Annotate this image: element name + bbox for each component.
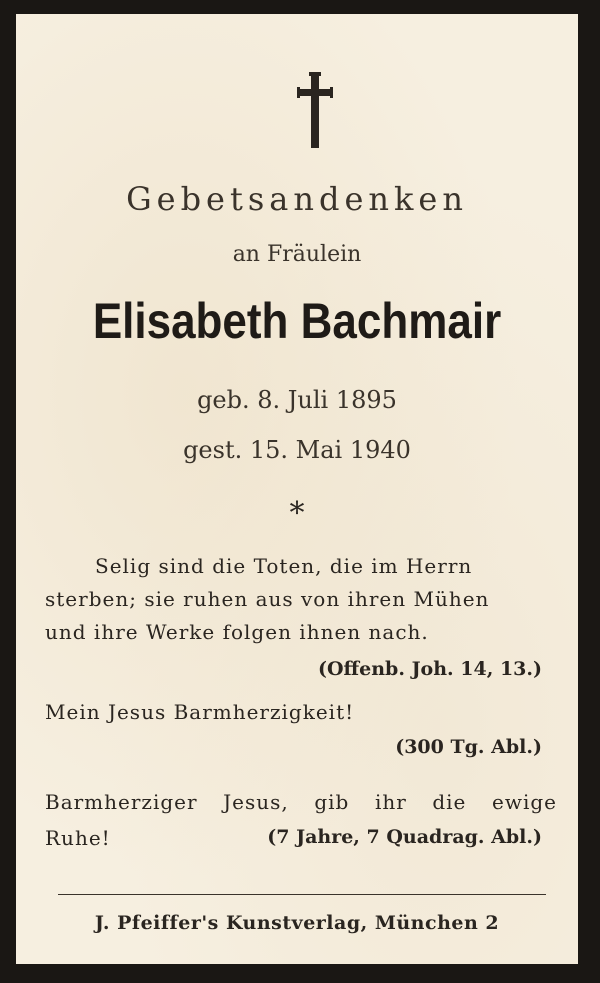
asterisk-divider: *	[289, 496, 305, 531]
bible-verse	[45, 550, 557, 649]
death-date: gest. 15. Mai 1940	[183, 436, 411, 464]
prayer-1-text: Mein Jesus Barmherzigkeit!	[45, 700, 355, 724]
card-subheading: an Fräulein	[232, 242, 362, 267]
prayer-2-line-1	[45, 790, 557, 814]
cross-icon	[297, 70, 333, 150]
prayer-1-indulgence: (300 Tg. Abl.)	[395, 736, 542, 758]
memorial-card	[16, 14, 578, 964]
prayer-2-word: Jesus,	[223, 790, 289, 814]
verse-line-2: sterben; sie ruhen aus von ihren Mühen	[45, 587, 490, 611]
prayer-2-word: ewige	[491, 790, 557, 814]
footer-divider	[58, 894, 546, 895]
birth-date: geb. 8. Juli 1895	[197, 386, 397, 414]
verse-reference: (Offenb. Joh. 14, 13.)	[318, 658, 542, 680]
prayer-2-word: die	[432, 790, 467, 814]
deceased-name: Elisabeth Bachmair	[92, 293, 502, 349]
prayer-2-line-2: Ruhe!	[45, 826, 111, 850]
prayer-2-indulgence: (7 Jahre, 7 Quadrag. Abl.)	[267, 826, 542, 848]
prayer-2-word: gib	[314, 790, 350, 814]
verse-line-3: und ihre Werke folgen ihnen nach.	[45, 620, 429, 644]
publisher-imprint: J. Pfeiffer's Kunstverlag, München 2	[94, 912, 500, 934]
prayer-2-word: Barmherziger	[45, 790, 198, 814]
prayer-2-word: ihr	[374, 790, 407, 814]
verse-line-1: Selig sind die Toten, die im Herrn	[95, 554, 473, 578]
card-heading: Gebetsandenken	[126, 180, 468, 218]
